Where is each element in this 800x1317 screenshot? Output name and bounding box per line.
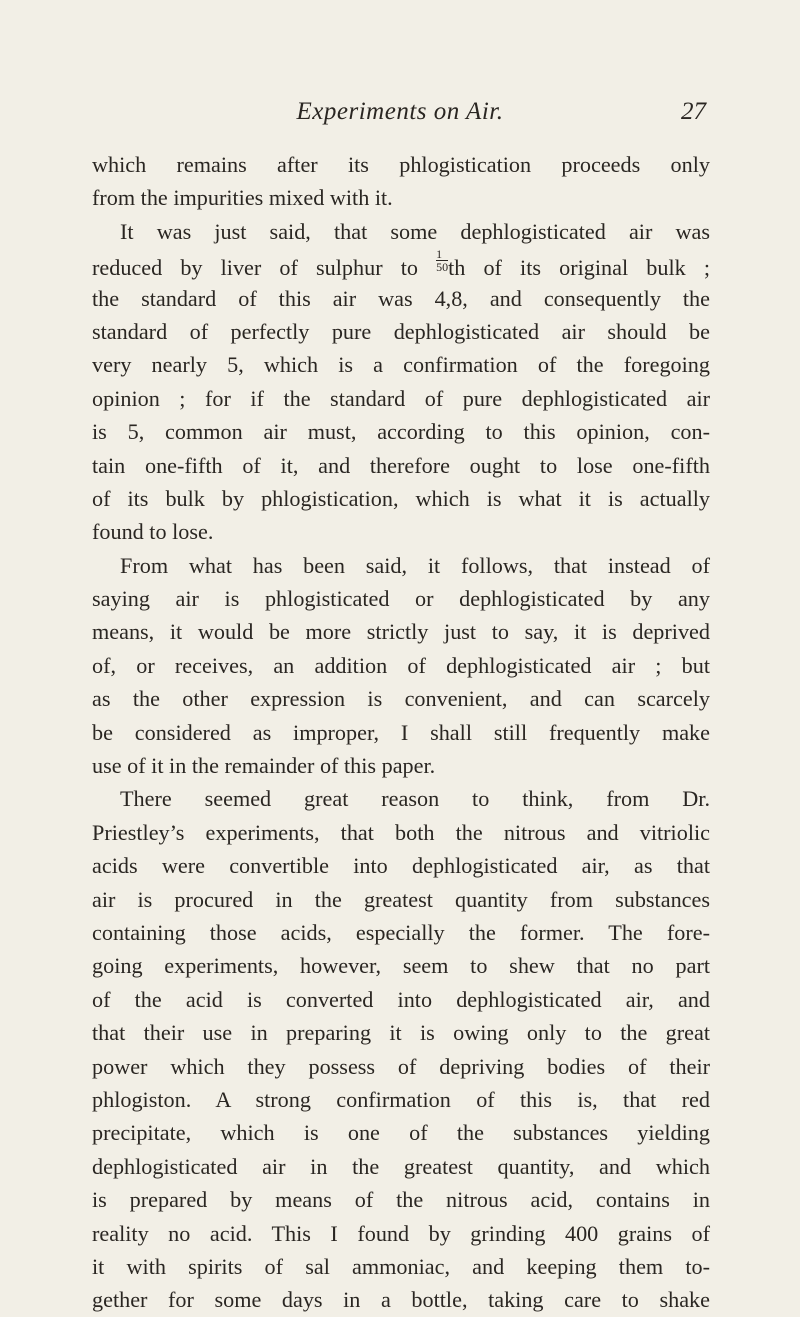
text-line: means, it would be more strictly just to say, it is deprived — [92, 619, 710, 645]
text-line: be considered as improper, I shall still frequently make — [92, 719, 710, 745]
fraction — [436, 248, 448, 273]
text-line: that their use in preparing it is owing only to the great — [92, 1020, 710, 1046]
text-line: power which they possess of depriving bodies of their — [92, 1053, 710, 1079]
text-line: dephlogisticated air in the greatest quantity, and which — [92, 1153, 710, 1179]
text-line: of, or receives, an addition of dephlogisticated air ; but — [92, 652, 710, 678]
text-line: There seemed great reason to think, from Dr. — [120, 786, 710, 812]
text-line: use of it in the remainder of this paper. — [92, 753, 436, 779]
text-line: is prepared by means of the nitrous acid, contains in — [92, 1187, 710, 1213]
text-line: Priestley’s experiments, that both the nitrous and vitriolic — [92, 819, 710, 845]
text-line-with-fraction — [92, 248, 710, 281]
text-line: saying air is phlogisticated or dephlogisticated by any — [92, 586, 710, 612]
text-line: which remains after its phlogistication proceeds only — [92, 152, 710, 177]
text-segment: reduced by liver of sulphur to — [92, 255, 418, 281]
text-line: found to lose. — [92, 519, 214, 545]
running-title: Experiments on Air. — [296, 98, 504, 125]
text-line: acids were convertible into dephlogisticated air, as that — [92, 853, 710, 879]
text-line: opinion ; for if the standard of pure dephlogisticated air — [92, 385, 710, 411]
text-line: air is procured in the greatest quantity from substances — [92, 886, 710, 912]
text-line: the standard of this air was 4,8, and consequently the — [92, 285, 710, 311]
text-line: is 5, common air must, according to this opinion, con- — [92, 419, 710, 445]
text-line: from the impurities mixed with it. — [92, 185, 393, 211]
text-line: precipitate, which is one of the substances yielding — [92, 1120, 710, 1146]
text-line: From what has been said, it follows, that instead of — [120, 552, 710, 578]
text-line: containing those acids, especially the former. The fore- — [92, 919, 710, 945]
text-line: It was just said, that some dephlogisticated air was — [120, 218, 710, 244]
fraction-numerator: 1 — [436, 247, 443, 262]
text-line: phlogiston. A strong confirmation of this is, that red — [92, 1086, 710, 1112]
text-line: tain one-fifth of it, and therefore ought to lose one-fifth — [92, 452, 710, 478]
text-line: gether for some days in a bottle, taking care to shake — [92, 1287, 710, 1313]
fraction-denominator: 50 — [436, 260, 449, 275]
running-header — [92, 96, 708, 132]
text-segment: th of its original bulk ; — [448, 255, 710, 281]
text-line: very nearly 5, which is a confirmation of the foregoing — [92, 352, 710, 378]
text-line: as the other expression is convenient, and can scarcely — [92, 686, 710, 712]
text-line: reality no acid. This I found by grinding 400 grains of — [92, 1220, 710, 1246]
body-text — [92, 148, 710, 1317]
text-line: going experiments, however, seem to shew that no part — [92, 953, 710, 979]
page-number: 27 — [681, 98, 706, 125]
text-line: of the acid is converted into dephlogisticated air, and — [92, 986, 710, 1012]
text-line: it with spirits of sal ammoniac, and keeping them to- — [92, 1253, 710, 1279]
text-line: of its bulk by phlogistication, which is what it is actually — [92, 485, 710, 511]
text-line: standard of perfectly pure dephlogisticated air should be — [92, 318, 710, 344]
